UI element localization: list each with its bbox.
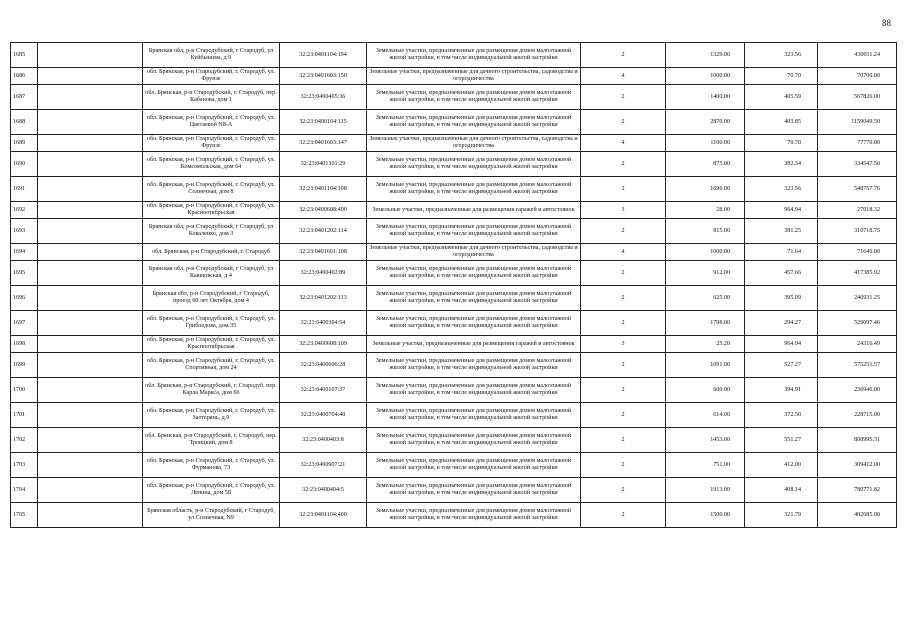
land-category-cell: Земельные участки, предназначенные для размещения домов малоэтажной жилой застройки, в том числе индивидуальной жилой застройки [367, 286, 581, 311]
cadastral-value-cell: 71640.00 [818, 244, 897, 261]
blank-cell [38, 85, 143, 110]
table-row [11, 378, 897, 403]
row-number: 1687 [11, 85, 38, 110]
table-row [11, 68, 897, 85]
table-row [11, 503, 897, 528]
group-cell: 3 [581, 202, 666, 219]
cadastral-value-cell: 780771.82 [818, 478, 897, 503]
address-cell: обл. Брянская, р-н Стародубский, г. Стародуб, ул. Ленина, дом 58 [143, 478, 280, 503]
row-number: 1691 [11, 177, 38, 202]
land-category-cell: Земельные участки, предназначенные для размещения домов малоэтажной жилой застройки, в том числе индивидуальной жилой застройки [367, 353, 581, 378]
blank-cell [38, 336, 143, 353]
land-category-cell: Земельные участки, предназначенные для размещения домов малоэтажной жилой застройки, в том числе индивидуальной жилой застройки [367, 85, 581, 110]
land-category-cell: Земельные участки, предназначенные для размещения домов малоэтажной жилой застройки, в том числе индивидуальной жилой застройки [367, 152, 581, 177]
cadastral-value-cell: 246931.25 [818, 286, 897, 311]
table-row [11, 403, 897, 428]
blank-cell [38, 43, 143, 68]
group-cell: 4 [581, 244, 666, 261]
rate-cell: 964.94 [745, 202, 818, 219]
group-cell: 4 [581, 135, 666, 152]
address-cell: обл. Брянская, р-н Стародубский, г. Стародуб, ул. Красноотябрьская [143, 202, 280, 219]
rate-cell: 394.91 [745, 378, 818, 403]
land-category-cell: Земельные участки, предназначенные для размещения домов малоэтажной жилой застройки, в том числе индивидуальной жилой застройки [367, 219, 581, 244]
cadastral-table [10, 42, 897, 528]
group-cell: 2 [581, 85, 666, 110]
cadastral-number-cell: 32:23:0400704:40 [280, 403, 367, 428]
row-number: 1688 [11, 110, 38, 135]
row-number: 1686 [11, 68, 38, 85]
cadastral-number-cell: 32:23:0401104:400 [280, 503, 367, 528]
row-number: 1700 [11, 378, 38, 403]
cadastral-number-cell: 32:23:0400104:115 [280, 110, 367, 135]
row-number: 1699 [11, 353, 38, 378]
rate-cell: 405.59 [745, 85, 818, 110]
area-cell: 1091.00 [666, 353, 745, 378]
row-number: 1705 [11, 503, 38, 528]
blank-cell [38, 403, 143, 428]
blank-cell [38, 202, 143, 219]
address-cell: обл. Брянская, р-н Стародубский, г. Стародуб, ул. Цветаевой N8-А [143, 110, 280, 135]
address-cell: Брянская обл, р-н Стародубский, г Стародуб, ул Кавшовская, д 4 [143, 261, 280, 286]
area-cell: 28.00 [666, 202, 745, 219]
land-category-cell: Земельные участки, предназначенные для размещения домов малоэтажной жилой застройки, в том числе индивидуальной жилой застройки [367, 428, 581, 453]
blank-cell [38, 219, 143, 244]
table-row [11, 261, 897, 286]
address-cell: обл. Брянская, р-н Стародубский, г. Стародуб, ул. Грибоедова, дом 35 [143, 311, 280, 336]
row-number: 1685 [11, 43, 38, 68]
rate-cell: 323.56 [745, 43, 818, 68]
blank-cell [38, 503, 143, 528]
row-number: 1694 [11, 244, 38, 261]
area-cell: 1400.00 [666, 85, 745, 110]
cadastral-number-cell: 32:23:0400907:21 [280, 453, 367, 478]
area-cell: 875.00 [666, 152, 745, 177]
blank-cell [38, 378, 143, 403]
cadastral-value-cell: 310718.75 [818, 219, 897, 244]
address-cell: Брянская обл, р-н Стародубский, г Стародуб, ул Куйбышева, д 9 [143, 43, 280, 68]
land-category-cell: Земельные участки, предназначенные для дачного строительства, садоводства и огородничества [367, 244, 581, 261]
table-row [11, 177, 897, 202]
blank-cell [38, 453, 143, 478]
land-category-cell: Земельные участки, предназначенные для размещения домов малоэтажной жилой застройки, в том числе индивидуальной жилой застройки [367, 261, 581, 286]
address-cell: обл. Брянская, р-н Стародубский, г. Стародуб [143, 244, 280, 261]
row-number: 1693 [11, 219, 38, 244]
group-cell: 2 [581, 403, 666, 428]
rate-cell: 527.27 [745, 353, 818, 378]
cadastral-value-cell: 309412.00 [818, 453, 897, 478]
group-cell: 2 [581, 378, 666, 403]
cadastral-value-cell: 27018.32 [818, 202, 897, 219]
cadastral-value-cell: 529097.46 [818, 311, 897, 336]
row-number: 1695 [11, 261, 38, 286]
group-cell: 2 [581, 43, 666, 68]
rate-cell: 403.85 [745, 110, 818, 135]
cadastral-number-cell: 32:23:0401104:108 [280, 177, 367, 202]
land-category-cell: Земельные участки, предназначенные для размещения домов малоэтажной жилой застройки, в том числе индивидуальной жилой застройки [367, 453, 581, 478]
rate-cell: 321.79 [745, 503, 818, 528]
cadastral-value-cell: 236946.00 [818, 378, 897, 403]
rate-cell: 408.14 [745, 478, 818, 503]
table-row [11, 202, 897, 219]
blank-cell [38, 152, 143, 177]
table-row [11, 110, 897, 135]
blank-cell [38, 110, 143, 135]
rate-cell: 395.09 [745, 286, 818, 311]
rate-cell: 381.25 [745, 219, 818, 244]
rate-cell: 551.27 [745, 428, 818, 453]
group-cell: 2 [581, 453, 666, 478]
blank-cell [38, 177, 143, 202]
row-number: 1701 [11, 403, 38, 428]
table-row [11, 336, 897, 353]
address-cell: обл. Брянская, р-н Стародубский, г. Стародуб, ул. Комсомольская, дом 64 [143, 152, 280, 177]
address-cell: Брянская обл, р-н Стародубский, г Стародуб, ул Коваленко, дом 3 [143, 219, 280, 244]
cadastral-value-cell: 417385.92 [818, 261, 897, 286]
table-row [11, 244, 897, 261]
cadastral-value-cell: 77770.00 [818, 135, 897, 152]
area-cell: 751.00 [666, 453, 745, 478]
cadastral-value-cell: 482685.00 [818, 503, 897, 528]
cadastral-number-cell: 32:23:0400606:28 [280, 353, 367, 378]
group-cell: 2 [581, 110, 666, 135]
cadastral-value-cell: 430011.24 [818, 43, 897, 68]
group-cell: 4 [581, 68, 666, 85]
rate-cell: 70.70 [745, 68, 818, 85]
area-cell: 600.00 [666, 378, 745, 403]
address-cell: обл. Брянская, р-н Стародубский, г. Стародуб, ул. Фрунзе [143, 135, 280, 152]
land-category-cell: Земельные участки, предназначенные для размещения домов малоэтажной жилой застройки, в том числе индивидуальной жилой застройки [367, 503, 581, 528]
cadastral-number-cell: 32:23:0401603:150 [280, 68, 367, 85]
area-cell: 912.00 [666, 261, 745, 286]
cadastral-value-cell: 548757.76 [818, 177, 897, 202]
cadastral-number-cell: 32:23:0400403:8 [280, 428, 367, 453]
area-cell: 1696.00 [666, 177, 745, 202]
group-cell: 2 [581, 286, 666, 311]
table-row [11, 453, 897, 478]
table-row [11, 311, 897, 336]
rate-cell: 964.94 [745, 336, 818, 353]
land-category-cell: Земельные участки, предназначенные для размещения домов малоэтажной жилой застройки, в том числе индивидуальной жилой застройки [367, 478, 581, 503]
area-cell: 614.00 [666, 403, 745, 428]
row-number: 1698 [11, 336, 38, 353]
table-row [11, 219, 897, 244]
address-cell: обл. Брянская, р-н Стародубский, г. Стародуб, пер. Троицкий, дом 8 [143, 428, 280, 453]
blank-cell [38, 353, 143, 378]
cadastral-number-cell: 32:23:0400304:54 [280, 311, 367, 336]
area-cell: 815.00 [666, 219, 745, 244]
land-category-cell: Земельные участки, предназначенные для дачного строительства, садоводства и огородничества [367, 68, 581, 85]
cadastral-number-cell: 32:23:0401202:114 [280, 219, 367, 244]
area-cell: 1798.00 [666, 311, 745, 336]
group-cell: 2 [581, 219, 666, 244]
cadastral-number-cell: 32:23:0400608:490 [280, 202, 367, 219]
cadastral-value-cell: 800995.31 [818, 428, 897, 453]
cadastral-value-cell: 70700.00 [818, 68, 897, 85]
land-category-cell: Земельные участки, предназначенные для размещения домов малоэтажной жилой застройки, в том числе индивидуальной жилой застройки [367, 43, 581, 68]
rate-cell: 71.64 [745, 244, 818, 261]
table-row [11, 43, 897, 68]
rate-cell: 457.66 [745, 261, 818, 286]
cadastral-number-cell: 32:23:0401301:29 [280, 152, 367, 177]
row-number: 1696 [11, 286, 38, 311]
cadastral-number-cell: 32:23:0401104:194 [280, 43, 367, 68]
row-number: 1689 [11, 135, 38, 152]
address-cell: обл. Брянская, р-н Стародубский, г. Стародуб, ул. Спортивная, дом 24 [143, 353, 280, 378]
cadastral-value-cell: 228715.00 [818, 403, 897, 428]
blank-cell [38, 311, 143, 336]
group-cell: 2 [581, 478, 666, 503]
blank-cell [38, 261, 143, 286]
address-cell: обл. Брянская, р-н Стародубский, г. Стародуб, ул. Фурманова, 73 [143, 453, 280, 478]
group-cell: 2 [581, 353, 666, 378]
address-cell: обл. Брянская, р-н Стародубский, г. Стародуб, ул. Солнечная, дом 8 [143, 177, 280, 202]
address-cell: обл. Брянская, р-н Стародубский, г. Стародуб, ул. Фрунзе [143, 68, 280, 85]
table-row [11, 353, 897, 378]
rate-cell: 412.00 [745, 453, 818, 478]
page-number: 88 [882, 18, 891, 28]
area-cell: 1500.00 [666, 503, 745, 528]
group-cell: 2 [581, 177, 666, 202]
cadastral-number-cell: 32:23:0400404:5 [280, 478, 367, 503]
group-cell: 3 [581, 336, 666, 353]
table-row [11, 286, 897, 311]
table-row [11, 135, 897, 152]
cadastral-value-cell: 334547.50 [818, 152, 897, 177]
blank-cell [38, 135, 143, 152]
cadastral-number-cell: 32:23:0400608:109 [280, 336, 367, 353]
address-cell: Брянская область, р-н Стародубский, г Стародуб, ул Солнечная, N9 [143, 503, 280, 528]
group-cell: 2 [581, 261, 666, 286]
row-number: 1702 [11, 428, 38, 453]
address-cell: обл. Брянская, р-н Стародубский, г. Стародуб, пер. Карла Маркса, дом 66 [143, 378, 280, 403]
group-cell: 2 [581, 503, 666, 528]
area-cell: 25.20 [666, 336, 745, 353]
blank-cell [38, 428, 143, 453]
table-row [11, 478, 897, 503]
cadastral-value-cell: 567826.00 [818, 85, 897, 110]
address-cell: обл. Брянская, р-н Стародубский, г. Стародуб, ул. Заотерянь, д.9 [143, 403, 280, 428]
table-row [11, 85, 897, 110]
table-row [11, 152, 897, 177]
cadastral-number-cell: 32:23:0401603:147 [280, 135, 367, 152]
cadastral-number-cell: 32:23:0400402:89 [280, 261, 367, 286]
land-category-cell: Земельные участки, предназначенные для размещения домов малоэтажной жилой застройки, в том числе индивидуальной жилой застройки [367, 378, 581, 403]
land-category-cell: Земельные участки, предназначенные для размещения домов малоэтажной жилой застройки, в том числе индивидуальной жилой застройки [367, 403, 581, 428]
area-cell: 1100.00 [666, 135, 745, 152]
address-cell: Брянская обл, р-н Стародубский, г Стародуб, проезд 60 лет Октября, дом 4 [143, 286, 280, 311]
blank-cell [38, 68, 143, 85]
address-cell: обл. Брянская, р-н Стародубский, г. Стародуб, пер. Кабанова, дом 1 [143, 85, 280, 110]
group-cell: 2 [581, 311, 666, 336]
rate-cell: 70.70 [745, 135, 818, 152]
area-cell: 2870.00 [666, 110, 745, 135]
area-cell: 1000.00 [666, 68, 745, 85]
group-cell: 2 [581, 428, 666, 453]
area-cell: 1453.00 [666, 428, 745, 453]
cadastral-number-cell: 32:23:0401601:108 [280, 244, 367, 261]
address-cell: обл. Брянская, р-н Стародубский, г. Стародуб, ул. Красноотябрьская [143, 336, 280, 353]
rate-cell: 382.34 [745, 152, 818, 177]
cadastral-number-cell: 32:23:0401202:113 [280, 286, 367, 311]
row-number: 1697 [11, 311, 38, 336]
area-cell: 625.00 [666, 286, 745, 311]
group-cell: 2 [581, 152, 666, 177]
row-number: 1692 [11, 202, 38, 219]
rate-cell: 372.50 [745, 403, 818, 428]
land-category-cell: Земельные участки, предназначенные для размещения домов малоэтажной жилой застройки, в том числе индивидуальной жилой застройки [367, 110, 581, 135]
cadastral-number-cell: 32:23:0400107:37 [280, 378, 367, 403]
land-category-cell: Земельные участки, предназначенные для размещения домов малоэтажной жилой застройки, в том числе индивидуальной жилой застройки [367, 311, 581, 336]
rate-cell: 323.56 [745, 177, 818, 202]
cadastral-value-cell: 24316.49 [818, 336, 897, 353]
area-cell: 1913.00 [666, 478, 745, 503]
land-category-cell: Земельные участки, предназначенные для размещения гаражей и автостоянок [367, 202, 581, 219]
blank-cell [38, 286, 143, 311]
rate-cell: 294.27 [745, 311, 818, 336]
cadastral-value-cell: 575251.57 [818, 353, 897, 378]
cadastral-value-cell: 1159049.50 [818, 110, 897, 135]
blank-cell [38, 244, 143, 261]
row-number: 1690 [11, 152, 38, 177]
row-number: 1703 [11, 453, 38, 478]
land-category-cell: Земельные участки, предназначенные для размещения домов малоэтажной жилой застройки, в том числе индивидуальной жилой застройки [367, 177, 581, 202]
cadastral-number-cell: 32:23:0400405:36 [280, 85, 367, 110]
area-cell: 1000.00 [666, 244, 745, 261]
table-row [11, 428, 897, 453]
row-number: 1704 [11, 478, 38, 503]
land-category-cell: Земельные участки, предназначенные для дачного строительства, садоводства и огородничества [367, 135, 581, 152]
area-cell: 1329.00 [666, 43, 745, 68]
blank-cell [38, 478, 143, 503]
land-category-cell: Земельные участки, предназначенные для размещения гаражей и автостоянок [367, 336, 581, 353]
